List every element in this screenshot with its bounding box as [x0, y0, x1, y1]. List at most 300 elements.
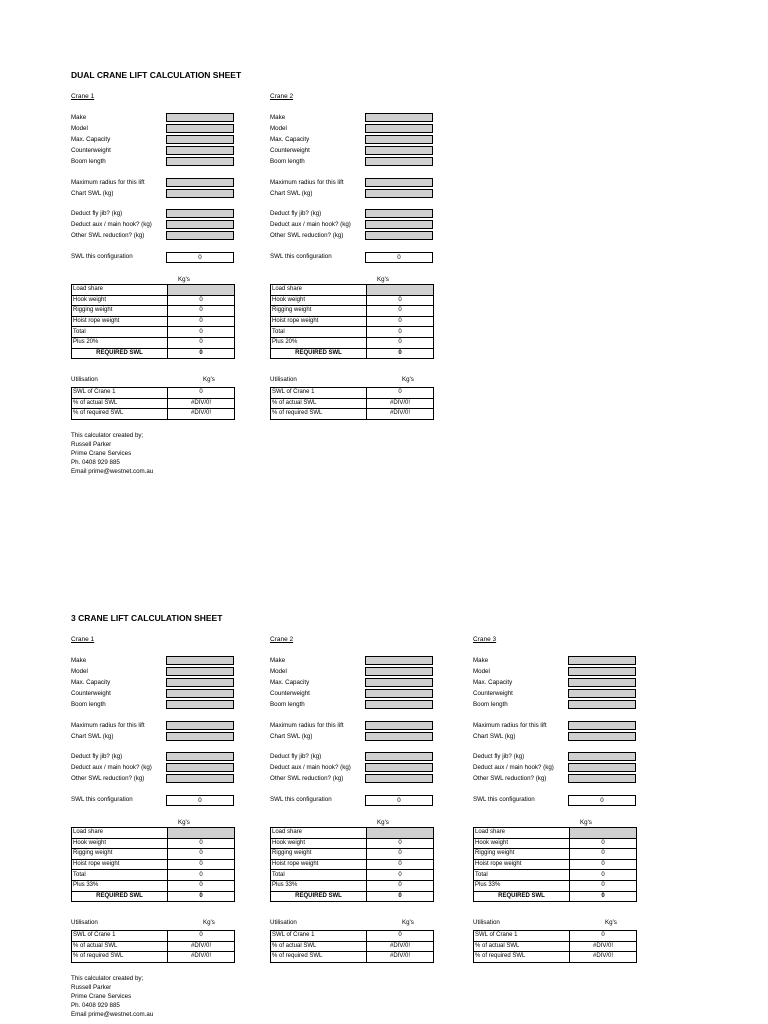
deduct-hook-input[interactable] [365, 220, 433, 229]
credits-block [71, 974, 153, 1019]
credits-line: Prime Crane Services [71, 993, 132, 1000]
chart-swl-input[interactable] [166, 732, 234, 741]
deduct-hook-input[interactable] [166, 220, 234, 229]
field-label: Other SWL reduction? (kg) [270, 775, 344, 782]
table-row [72, 931, 235, 942]
row-value: #DIV/0! [168, 409, 235, 420]
deduct-fly-jib-input[interactable] [568, 752, 636, 761]
row-label: SWL of Crane 1 [271, 931, 367, 942]
max-capacity-input[interactable] [365, 135, 433, 144]
deduct-fly-jib-input[interactable] [166, 209, 234, 218]
row-value: #DIV/0! [367, 409, 434, 420]
table-row [271, 306, 434, 317]
table-row [271, 285, 434, 296]
deduct-hook-input[interactable] [568, 763, 636, 772]
model-input[interactable] [166, 667, 234, 676]
max-radius-input[interactable] [166, 721, 234, 730]
swl-config-value: 0 [166, 252, 234, 263]
utilisation-label: Utilisation [71, 376, 98, 383]
other-reduction-input[interactable] [166, 231, 234, 240]
utilisation-table [71, 387, 235, 420]
field-label: Max. Capacity [473, 679, 513, 686]
swl-config-label: SWL this configuration [71, 796, 133, 803]
deduct-hook-input[interactable] [365, 763, 433, 772]
other-reduction-input[interactable] [365, 231, 433, 240]
other-reduction-input[interactable] [166, 774, 234, 783]
row-label: Plus 33% [271, 880, 367, 891]
load-share-input[interactable] [367, 285, 434, 296]
row-value: 0 [570, 849, 637, 860]
table-row [474, 859, 637, 870]
required-swl-row [72, 891, 235, 902]
chart-swl-input[interactable] [166, 189, 234, 198]
row-value: 0 [367, 295, 434, 306]
row-label: Total [72, 327, 168, 338]
kgs-header: Kg's [178, 276, 190, 283]
field-label: Make [270, 114, 286, 121]
row-value: 0 [367, 316, 434, 327]
field-label: Make [71, 657, 87, 664]
table-row [271, 849, 434, 860]
row-value: 0 [367, 891, 434, 902]
row-label: Rigging weight [474, 849, 570, 860]
row-label: Load share [271, 828, 367, 839]
other-reduction-input[interactable] [365, 774, 433, 783]
row-label: % of required SWL [72, 409, 168, 420]
boom-length-input[interactable] [166, 157, 234, 166]
load-share-input[interactable] [570, 828, 637, 839]
field-label: Max. Capacity [270, 136, 310, 143]
row-label: SWL of Crane 1 [474, 931, 570, 942]
row-label: Hoist rope weight [72, 859, 168, 870]
table-row [271, 295, 434, 306]
row-label: REQUIRED SWL [72, 891, 168, 902]
field-label: Deduct aux / main hook? (kg) [270, 221, 351, 228]
crane-title: Crane 2 [270, 636, 294, 643]
row-value: #DIV/0! [168, 952, 235, 963]
field-label: Counterweight [270, 690, 310, 697]
row-label: Load share [72, 828, 168, 839]
required-swl-row [72, 348, 235, 359]
table-row [72, 316, 235, 327]
triple-crane-sheet [0, 543, 768, 1023]
field-label: Chart SWL (kg) [473, 733, 516, 740]
row-label: Plus 33% [72, 880, 168, 891]
row-value: 0 [168, 870, 235, 881]
utilisation-kgs: Kg's [605, 919, 617, 926]
table-row [271, 388, 434, 399]
max-capacity-input[interactable] [166, 135, 234, 144]
chart-swl-input[interactable] [365, 189, 433, 198]
kgs-header: Kg's [178, 819, 190, 826]
row-label: Rigging weight [271, 849, 367, 860]
field-label: Make [71, 114, 87, 121]
swl-config-value: 0 [365, 795, 433, 806]
field-label: Chart SWL (kg) [71, 733, 114, 740]
row-value: 0 [570, 870, 637, 881]
field-label: Maximum radius for this lift [71, 179, 145, 186]
counterweight-input[interactable] [365, 146, 433, 155]
row-value: #DIV/0! [367, 941, 434, 952]
table-row [271, 859, 434, 870]
table-row [474, 838, 637, 849]
row-label: Rigging weight [72, 306, 168, 317]
field-label: Other SWL reduction? (kg) [473, 775, 547, 782]
field-label: Deduct aux / main hook? (kg) [270, 764, 351, 771]
make-input[interactable] [166, 656, 234, 665]
row-value: 0 [367, 327, 434, 338]
chart-swl-input[interactable] [365, 732, 433, 741]
field-label: Counterweight [71, 147, 111, 154]
field-label: Model [71, 125, 88, 132]
table-row [271, 952, 434, 963]
credits-line: Russell Parker [71, 441, 112, 448]
table-row [72, 849, 235, 860]
row-label: Hook weight [72, 838, 168, 849]
table-row [271, 409, 434, 420]
utilisation-table [270, 387, 434, 420]
table-row [271, 337, 434, 348]
credits-line: Ph. 0408 929 885 [71, 459, 120, 466]
row-value: 0 [168, 859, 235, 870]
row-label: % of actual SWL [72, 941, 168, 952]
required-swl-row [271, 891, 434, 902]
table-row [271, 880, 434, 891]
row-value: 0 [168, 295, 235, 306]
row-label: % of required SWL [271, 409, 367, 420]
row-value: #DIV/0! [367, 398, 434, 409]
row-label: SWL of Crane 1 [72, 931, 168, 942]
field-label: Deduct aux / main hook? (kg) [473, 764, 554, 771]
utilisation-kgs: Kg's [203, 376, 215, 383]
credits-line: Email prime@westnet.com.au [71, 468, 154, 475]
max-capacity-input[interactable] [166, 678, 234, 687]
field-label: Model [270, 668, 287, 675]
row-label: Total [474, 870, 570, 881]
table-row [72, 838, 235, 849]
load-share-input[interactable] [168, 285, 235, 296]
max-radius-input[interactable] [568, 721, 636, 730]
boom-length-input[interactable] [568, 700, 636, 709]
credits-line: This calculator created by; [71, 975, 144, 982]
row-label: Load share [72, 285, 168, 296]
row-label: % of required SWL [271, 952, 367, 963]
row-label: REQUIRED SWL [474, 891, 570, 902]
row-label: Hook weight [271, 838, 367, 849]
field-label: Counterweight [270, 147, 310, 154]
field-label: Deduct aux / main hook? (kg) [71, 764, 152, 771]
make-input[interactable] [365, 656, 433, 665]
utilisation-label: Utilisation [270, 919, 297, 926]
max-radius-input[interactable] [365, 721, 433, 730]
table-row [474, 931, 637, 942]
max-radius-input[interactable] [166, 178, 234, 187]
utilisation-label: Utilisation [71, 919, 98, 926]
load-share-input[interactable] [367, 828, 434, 839]
field-label: Max. Capacity [270, 679, 310, 686]
row-label: Hook weight [72, 295, 168, 306]
row-value: 0 [168, 316, 235, 327]
row-value: 0 [570, 838, 637, 849]
table-row [72, 388, 235, 399]
table-row [72, 828, 235, 839]
field-label: Boom length [71, 701, 106, 708]
row-label: Total [72, 870, 168, 881]
row-value: #DIV/0! [570, 941, 637, 952]
table-row [474, 849, 637, 860]
max-capacity-input[interactable] [568, 678, 636, 687]
swl-config-label: SWL this configuration [270, 796, 332, 803]
table-row [72, 952, 235, 963]
table-row [72, 409, 235, 420]
crane-title: Crane 1 [71, 636, 95, 643]
boom-length-input[interactable] [365, 700, 433, 709]
row-label: Hoist rope weight [474, 859, 570, 870]
row-label: Plus 33% [474, 880, 570, 891]
table-row [271, 941, 434, 952]
field-label: Counterweight [71, 690, 111, 697]
swl-config-label: SWL this configuration [270, 253, 332, 260]
other-reduction-input[interactable] [568, 774, 636, 783]
load-table [71, 827, 235, 902]
field-label: Boom length [270, 701, 305, 708]
row-value: 0 [367, 880, 434, 891]
row-label: Load share [271, 285, 367, 296]
deduct-fly-jib-input[interactable] [365, 209, 433, 218]
row-label: % of actual SWL [271, 398, 367, 409]
counterweight-input[interactable] [166, 689, 234, 698]
model-input[interactable] [166, 124, 234, 133]
row-value: #DIV/0! [570, 952, 637, 963]
row-value: 0 [570, 859, 637, 870]
crane-title: Crane 1 [71, 93, 95, 100]
utilisation-table [71, 930, 235, 963]
row-label: % of required SWL [474, 952, 570, 963]
row-label: Hoist rope weight [271, 316, 367, 327]
row-value: 0 [570, 891, 637, 902]
row-value: 0 [570, 931, 637, 942]
row-value: 0 [168, 891, 235, 902]
credits-line: Russell Parker [71, 984, 112, 991]
row-label: Rigging weight [72, 849, 168, 860]
row-label: Rigging weight [271, 306, 367, 317]
table-row [72, 859, 235, 870]
row-value: 0 [367, 859, 434, 870]
row-label: % of required SWL [72, 952, 168, 963]
chart-swl-input[interactable] [568, 732, 636, 741]
field-label: Deduct fly jib? (kg) [270, 210, 322, 217]
table-row [72, 327, 235, 338]
field-label: Deduct fly jib? (kg) [71, 210, 123, 217]
swl-config-label: SWL this configuration [473, 796, 535, 803]
table-row [72, 285, 235, 296]
row-label: % of actual SWL [271, 941, 367, 952]
make-input[interactable] [365, 113, 433, 122]
table-row [72, 337, 235, 348]
field-label: Other SWL reduction? (kg) [71, 232, 145, 239]
field-label: Boom length [71, 158, 106, 165]
field-label: Maximum radius for this lift [473, 722, 547, 729]
make-input[interactable] [568, 656, 636, 665]
field-label: Deduct aux / main hook? (kg) [71, 221, 152, 228]
counterweight-input[interactable] [166, 146, 234, 155]
field-label: Model [270, 125, 287, 132]
row-label: Plus 20% [72, 337, 168, 348]
credits-block [71, 431, 153, 476]
utilisation-kgs: Kg's [402, 376, 414, 383]
credits-line: Ph. 0408 929 885 [71, 1002, 120, 1009]
row-label: Hook weight [271, 295, 367, 306]
row-label: Total [271, 870, 367, 881]
table-row [72, 306, 235, 317]
field-label: Make [473, 657, 489, 664]
swl-config-value: 0 [568, 795, 636, 806]
utilisation-table [473, 930, 637, 963]
row-label: Hook weight [474, 838, 570, 849]
row-value: #DIV/0! [367, 952, 434, 963]
field-label: Maximum radius for this lift [270, 722, 344, 729]
boom-length-input[interactable] [166, 700, 234, 709]
row-value: 0 [367, 348, 434, 359]
row-label: Hoist rope weight [72, 316, 168, 327]
row-value: 0 [367, 838, 434, 849]
field-label: Other SWL reduction? (kg) [71, 775, 145, 782]
row-label: Total [271, 327, 367, 338]
table-row [72, 295, 235, 306]
row-value: 0 [570, 880, 637, 891]
triple-sheet-title: 3 CRANE LIFT CALCULATION SHEET [71, 613, 223, 623]
field-label: Chart SWL (kg) [71, 190, 114, 197]
field-label: Chart SWL (kg) [270, 733, 313, 740]
deduct-fly-jib-input[interactable] [166, 752, 234, 761]
field-label: Model [473, 668, 490, 675]
row-value: #DIV/0! [168, 941, 235, 952]
field-label: Deduct fly jib? (kg) [473, 753, 525, 760]
counterweight-input[interactable] [365, 689, 433, 698]
row-label: SWL of Crane 1 [72, 388, 168, 399]
row-label: Hoist rope weight [271, 859, 367, 870]
utilisation-label: Utilisation [473, 919, 500, 926]
table-row [72, 870, 235, 881]
required-swl-row [271, 348, 434, 359]
table-row [474, 870, 637, 881]
field-label: Other SWL reduction? (kg) [270, 232, 344, 239]
table-row [271, 838, 434, 849]
table-row [474, 952, 637, 963]
max-capacity-input[interactable] [365, 678, 433, 687]
field-label: Deduct fly jib? (kg) [270, 753, 322, 760]
kgs-header: Kg's [377, 276, 389, 283]
swl-config-value: 0 [365, 252, 433, 263]
utilisation-label: Utilisation [270, 376, 297, 383]
field-label: Make [270, 657, 286, 664]
row-label: REQUIRED SWL [271, 348, 367, 359]
crane-title: Crane 2 [270, 93, 294, 100]
row-label: % of actual SWL [72, 398, 168, 409]
field-label: Boom length [270, 158, 305, 165]
table-row [271, 316, 434, 327]
row-value: 0 [367, 931, 434, 942]
row-value: 0 [168, 327, 235, 338]
max-radius-input[interactable] [365, 178, 433, 187]
model-input[interactable] [365, 667, 433, 676]
kgs-header: Kg's [377, 819, 389, 826]
field-label: Max. Capacity [71, 679, 111, 686]
row-label: SWL of Crane 1 [271, 388, 367, 399]
row-value: 0 [168, 931, 235, 942]
required-swl-row [474, 891, 637, 902]
row-value: 0 [367, 870, 434, 881]
counterweight-input[interactable] [568, 689, 636, 698]
row-value: 0 [168, 838, 235, 849]
table-row [271, 828, 434, 839]
swl-config-value: 0 [166, 795, 234, 806]
row-label: % of actual SWL [474, 941, 570, 952]
table-row [474, 880, 637, 891]
row-value: #DIV/0! [168, 398, 235, 409]
row-value: 0 [168, 348, 235, 359]
credits-line: Email prime@westnet.com.au [71, 1011, 154, 1018]
table-row [72, 398, 235, 409]
row-value: 0 [367, 337, 434, 348]
table-row [271, 398, 434, 409]
utilisation-table [270, 930, 434, 963]
row-label: Load share [474, 828, 570, 839]
row-value: 0 [168, 306, 235, 317]
row-label: REQUIRED SWL [72, 348, 168, 359]
table-row [474, 828, 637, 839]
deduct-fly-jib-input[interactable] [365, 752, 433, 761]
credits-line: Prime Crane Services [71, 450, 132, 457]
dual-sheet-title: DUAL CRANE LIFT CALCULATION SHEET [71, 70, 242, 80]
table-row [271, 870, 434, 881]
swl-config-label: SWL this configuration [71, 253, 133, 260]
field-label: Counterweight [473, 690, 513, 697]
field-label: Max. Capacity [71, 136, 111, 143]
load-share-input[interactable] [168, 828, 235, 839]
field-label: Deduct fly jib? (kg) [71, 753, 123, 760]
field-label: Maximum radius for this lift [270, 179, 344, 186]
row-value: 0 [168, 880, 235, 891]
row-label: REQUIRED SWL [271, 891, 367, 902]
utilisation-kgs: Kg's [402, 919, 414, 926]
credits-line: This calculator created by; [71, 432, 144, 439]
make-input[interactable] [166, 113, 234, 122]
boom-length-input[interactable] [365, 157, 433, 166]
kgs-header: Kg's [580, 819, 592, 826]
crane-title: Crane 3 [473, 636, 497, 643]
load-table [270, 284, 434, 359]
table-row [72, 941, 235, 952]
table-row [271, 931, 434, 942]
utilisation-kgs: Kg's [203, 919, 215, 926]
table-row [271, 327, 434, 338]
load-table [473, 827, 637, 902]
row-value: 0 [367, 849, 434, 860]
model-input[interactable] [568, 667, 636, 676]
row-value: 0 [168, 388, 235, 399]
model-input[interactable] [365, 124, 433, 133]
deduct-hook-input[interactable] [166, 763, 234, 772]
field-label: Maximum radius for this lift [71, 722, 145, 729]
table-row [474, 941, 637, 952]
field-label: Model [71, 668, 88, 675]
row-label: Plus 20% [271, 337, 367, 348]
table-row [72, 880, 235, 891]
row-value: 0 [367, 388, 434, 399]
row-value: 0 [367, 306, 434, 317]
field-label: Boom length [473, 701, 508, 708]
